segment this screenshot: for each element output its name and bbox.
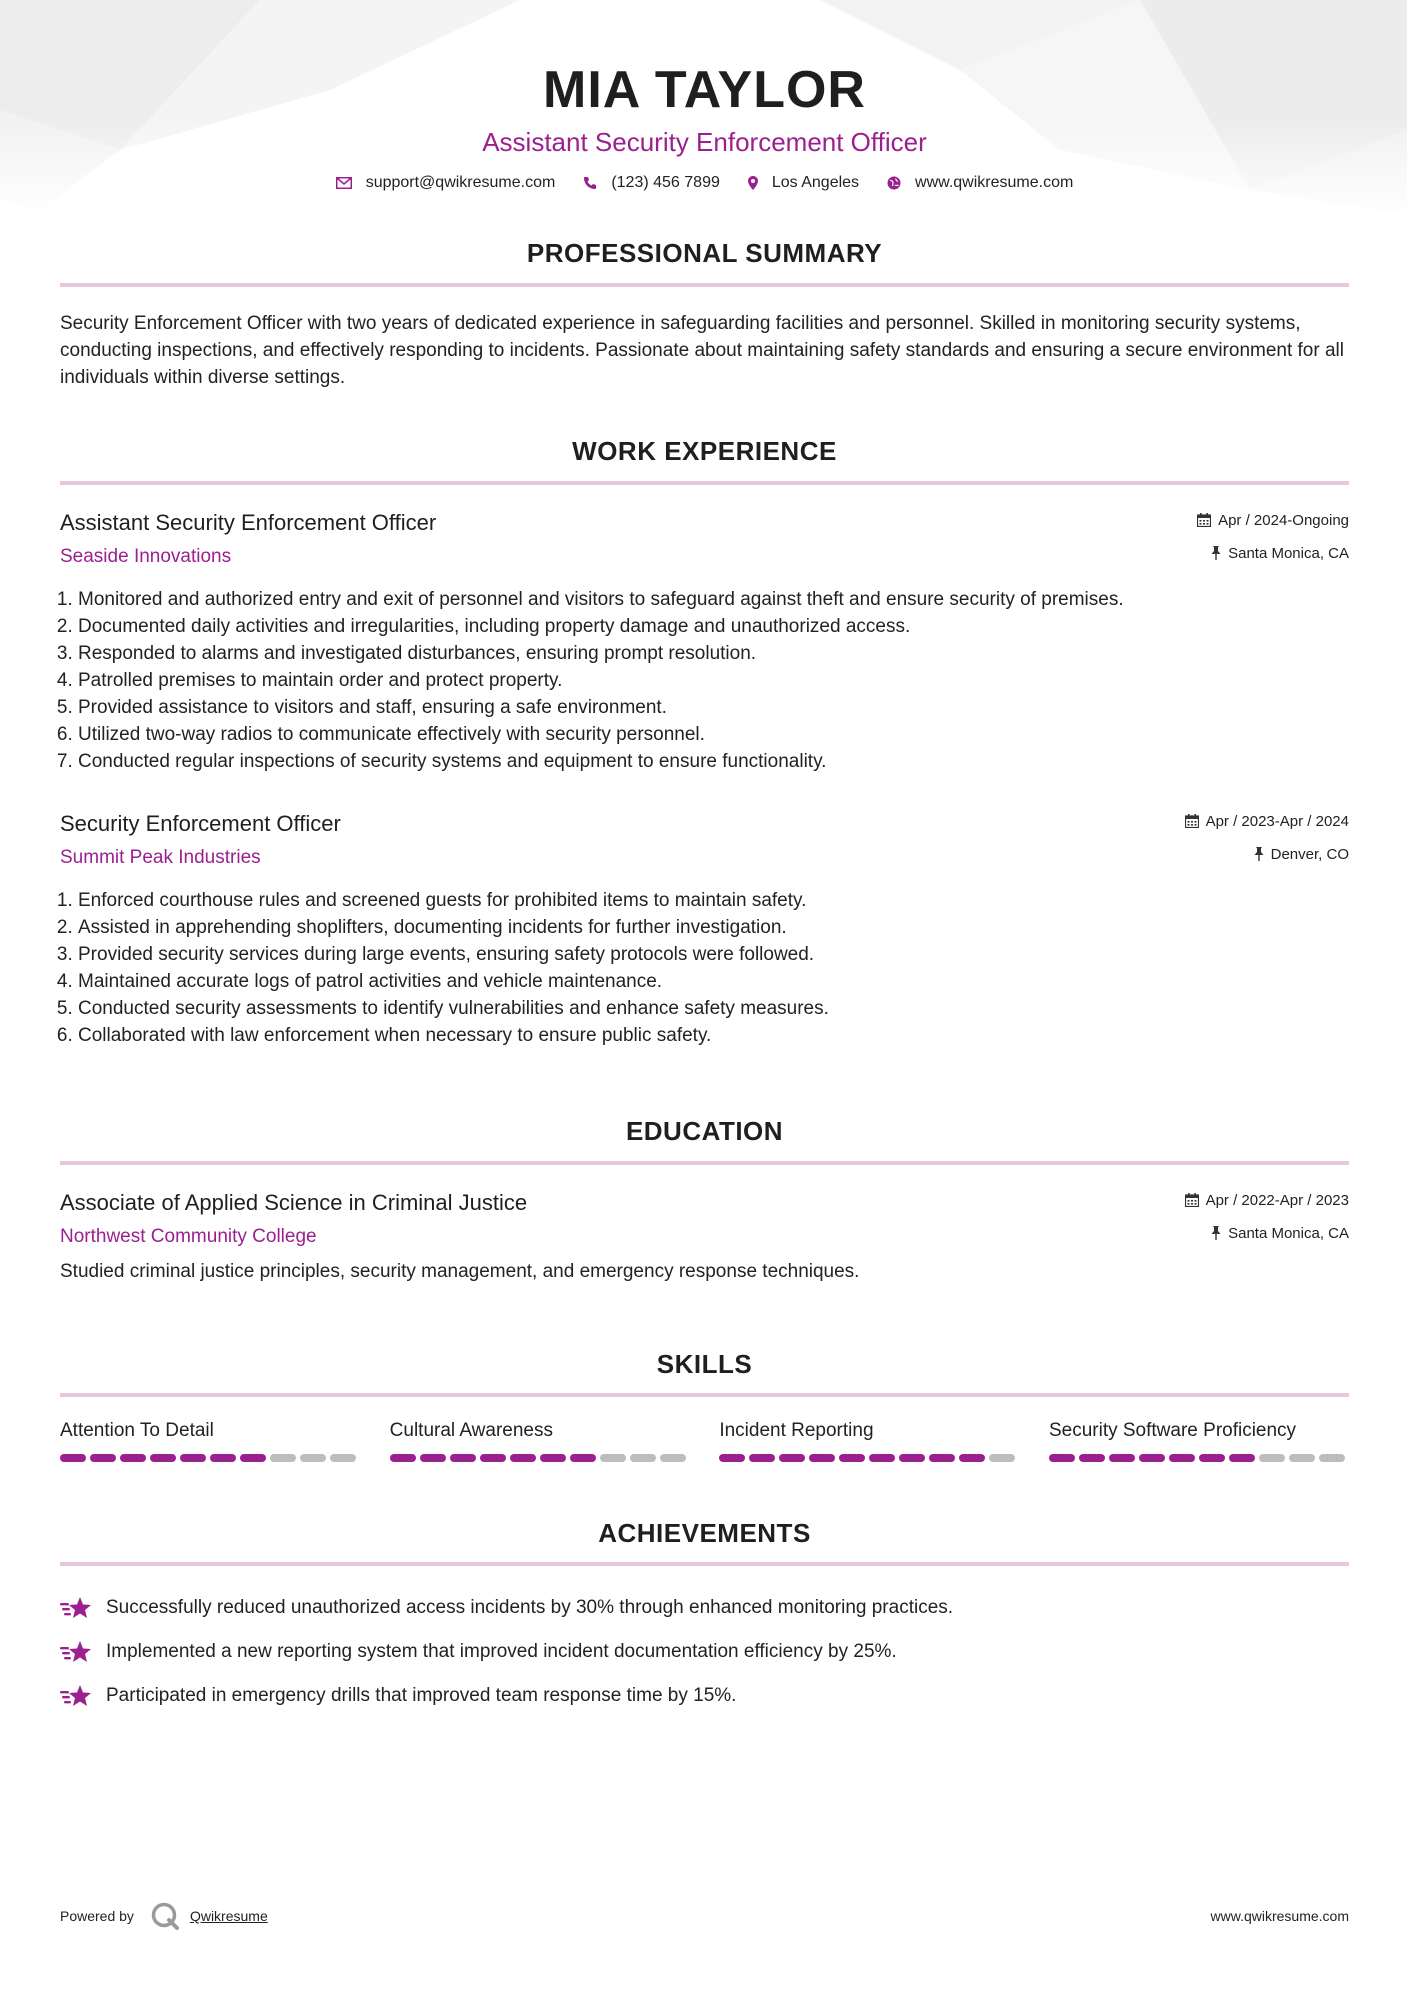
- phone-icon: [583, 176, 597, 190]
- section-divider: [60, 1393, 1349, 1397]
- skill-segment-filled: [1079, 1454, 1105, 1462]
- duty-item: 4. Patrolled premises to maintain order and protect property.: [78, 667, 1349, 694]
- pushpin-icon: [1211, 546, 1221, 560]
- pushpin-icon: [1211, 1226, 1221, 1240]
- job-company: Seaside Innovations: [60, 546, 232, 567]
- footer-branding: [60, 1901, 268, 1931]
- skill-segment-empty: [270, 1454, 296, 1462]
- skill-segment-filled: [180, 1454, 206, 1462]
- globe-icon: [887, 176, 901, 190]
- skill-segment-filled: [60, 1454, 86, 1462]
- duty-item: 1. Enforced courthouse rules and screened guests for prohibited items to maintain safety.: [78, 887, 1349, 914]
- skill-segment-filled: [1199, 1454, 1225, 1462]
- achievement-text: Successfully reduced unauthorized access incidents by 30% through enhanced monitoring practices.: [106, 1597, 954, 1618]
- skill-item: [1049, 1418, 1349, 1462]
- skill-segment-filled: [929, 1454, 955, 1462]
- contact-phone[interactable]: [583, 174, 720, 192]
- calendar-icon: [1185, 814, 1199, 828]
- job-dates-row: [1185, 809, 1349, 833]
- contact-location: [748, 174, 859, 192]
- skill-segment-filled: [1169, 1454, 1195, 1462]
- education-dates: Apr / 2022-Apr / 2023: [1205, 1191, 1349, 1209]
- duty-item: 7. Conducted regular inspections of security systems and equipment to ensure functionality.: [78, 748, 1349, 775]
- skill-name: Incident Reporting: [719, 1420, 874, 1441]
- skill-segment-filled: [779, 1454, 805, 1462]
- skill-name: Attention To Detail: [60, 1420, 214, 1441]
- pushpin-icon: [1254, 847, 1264, 861]
- education-meta: [1185, 1188, 1349, 1254]
- email-text: support@qwikresume.com: [365, 174, 556, 191]
- qwikresume-link[interactable]: Qwikresume: [189, 1908, 268, 1924]
- job-duties: [60, 586, 1349, 775]
- shooting-star-icon: [60, 1683, 94, 1709]
- skill-segment-empty: [1259, 1454, 1285, 1462]
- resume-page: [60, 0, 1349, 1990]
- job-location-row: [1185, 842, 1349, 866]
- skill-segment-filled: [1109, 1454, 1135, 1462]
- job-title: Assistant Security Enforcement Officer: [60, 510, 437, 535]
- duty-item: 5. Conducted security assessments to identify vulnerabilities and enhance safety measures.: [78, 995, 1349, 1022]
- job-location: Santa Monica, CA: [1228, 544, 1349, 562]
- website-text: www.qwikresume.com: [915, 174, 1074, 191]
- skill-segment-empty: [660, 1454, 686, 1462]
- skill-item: [60, 1418, 360, 1462]
- job-duties: [60, 887, 1349, 1049]
- skill-segment-empty: [989, 1454, 1015, 1462]
- section-heading-achievements: ACHIEVEMENTS: [598, 1518, 811, 1548]
- job-title: Security Enforcement Officer: [60, 811, 341, 836]
- envelope-icon: [336, 177, 352, 189]
- duty-item: 3. Responded to alarms and investigated disturbances, ensuring prompt resolution.: [78, 640, 1349, 667]
- skill-segment-filled: [120, 1454, 146, 1462]
- skill-name: Cultural Awareness: [389, 1420, 554, 1441]
- skill-segment-filled: [450, 1454, 476, 1462]
- page-footer: [60, 1896, 1349, 1936]
- skill-level-bar: [719, 1454, 1019, 1462]
- achievements-list: [60, 1586, 1349, 1718]
- duty-item: 5. Provided assistance to visitors and staff, ensuring a safe environment.: [78, 694, 1349, 721]
- calendar-icon: [1185, 1193, 1199, 1207]
- job-dates: Apr / 2024-Ongoing: [1218, 511, 1349, 529]
- section-heading-experience: WORK EXPERIENCE: [572, 436, 837, 466]
- skill-segment-filled: [749, 1454, 775, 1462]
- duty-item: 4. Maintained accurate logs of patrol activities and vehicle maintenance.: [78, 968, 1349, 995]
- skill-segment-filled: [240, 1454, 266, 1462]
- education-dates-row: [1185, 1188, 1349, 1212]
- skill-level-bar: [390, 1454, 690, 1462]
- degree-title: Associate of Applied Science in Criminal Justice: [60, 1190, 528, 1215]
- skill-segment-filled: [480, 1454, 506, 1462]
- school-name: Northwest Community College: [60, 1226, 317, 1247]
- job-dates: Apr / 2023-Apr / 2024: [1205, 812, 1349, 830]
- education-description: Studied criminal justice principles, security management, and emergency response techniques.: [60, 1261, 860, 1282]
- job-entry: [60, 508, 1349, 775]
- duty-item: 1. Monitored and authorized entry and exit of personnel and visitors to safeguard against theft and ensure security of premises.: [78, 586, 1349, 613]
- skill-segment-filled: [809, 1454, 835, 1462]
- skill-segment-empty: [330, 1454, 356, 1462]
- education-location-row: [1185, 1221, 1349, 1245]
- skill-segment-empty: [630, 1454, 656, 1462]
- job-location-row: [1197, 541, 1349, 565]
- skill-segment-filled: [719, 1454, 745, 1462]
- contact-email[interactable]: [336, 174, 556, 192]
- duty-item: 3. Provided security services during large events, ensuring safety protocols were followed.: [78, 941, 1349, 968]
- skill-segment-empty: [600, 1454, 626, 1462]
- duty-item: 6. Utilized two-way radios to communicate effectively with security personnel.: [78, 721, 1349, 748]
- skill-segment-filled: [899, 1454, 925, 1462]
- contact-website[interactable]: [887, 174, 1073, 192]
- skill-segment-filled: [570, 1454, 596, 1462]
- achievement-item: [60, 1674, 1349, 1718]
- skill-segment-filled: [1139, 1454, 1165, 1462]
- skill-segment-filled: [150, 1454, 176, 1462]
- skill-level-bar: [60, 1454, 360, 1462]
- skill-segment-filled: [1229, 1454, 1255, 1462]
- skill-segment-filled: [420, 1454, 446, 1462]
- skill-segment-filled: [210, 1454, 236, 1462]
- section-divider: [60, 481, 1349, 485]
- section-heading-education: EDUCATION: [625, 1116, 784, 1146]
- section-heading-summary: PROFESSIONAL SUMMARY: [526, 238, 883, 268]
- achievement-text: Implemented a new reporting system that improved incident documentation efficiency by 25%.: [106, 1641, 897, 1662]
- skill-segment-filled: [839, 1454, 865, 1462]
- job-entry: [60, 809, 1349, 1049]
- skill-segment-empty: [1319, 1454, 1345, 1462]
- skill-segment-empty: [300, 1454, 326, 1462]
- job-location: Denver, CO: [1270, 845, 1349, 863]
- section-heading-skills: SKILLS: [656, 1349, 753, 1379]
- achievement-item: [60, 1630, 1349, 1674]
- skill-segment-filled: [959, 1454, 985, 1462]
- candidate-name: MIA TAYLOR: [543, 61, 866, 119]
- duty-item: 6. Collaborated with law enforcement when necessary to ensure public safety.: [78, 1022, 1349, 1049]
- shooting-star-icon: [60, 1595, 94, 1621]
- skill-name: Security Software Proficiency: [1048, 1420, 1297, 1441]
- skill-segment-filled: [540, 1454, 566, 1462]
- powered-by-label: Powered by: [60, 1908, 134, 1924]
- resume-header: [60, 58, 1349, 192]
- phone-text: (123) 456 7899: [611, 174, 720, 191]
- location-text: Los Angeles: [771, 174, 860, 191]
- section-divider: [60, 1161, 1349, 1165]
- contact-bar: [60, 174, 1349, 192]
- skill-segment-filled: [869, 1454, 895, 1462]
- skill-segment-filled: [90, 1454, 116, 1462]
- footer-website[interactable]: www.qwikresume.com: [1210, 1908, 1349, 1924]
- job-dates-row: [1197, 508, 1349, 532]
- summary-text: Security Enforcement Officer with two years of dedicated experience in safeguarding facilities and personnel. Skilled in monitoring security systems, conducting inspections, and effectively responding to incidents. Passionate about maintaining safety standards and ensuring a secure environment for all individuals within diverse settings.: [60, 313, 1344, 388]
- qwikresume-logo-icon: [150, 1901, 180, 1931]
- skill-segment-filled: [1049, 1454, 1075, 1462]
- job-meta: [1197, 508, 1349, 574]
- skill-item: [719, 1418, 1019, 1462]
- job-meta: [1185, 809, 1349, 875]
- skill-item: [390, 1418, 690, 1462]
- achievement-text: Participated in emergency drills that improved team response time by 15%.: [106, 1685, 737, 1706]
- skill-segment-filled: [510, 1454, 536, 1462]
- job-company: Summit Peak Industries: [60, 847, 261, 868]
- section-divider: [60, 1562, 1349, 1566]
- education-entry: [60, 1188, 1349, 1285]
- skill-segment-filled: [390, 1454, 416, 1462]
- shooting-star-icon: [60, 1639, 94, 1665]
- skill-level-bar: [1049, 1454, 1349, 1462]
- duty-item: 2. Documented daily activities and irregularities, including property damage and unauthorized access.: [78, 613, 1349, 640]
- candidate-title: Assistant Security Enforcement Officer: [482, 127, 927, 157]
- skill-segment-empty: [1289, 1454, 1315, 1462]
- skills-grid: [60, 1418, 1349, 1462]
- achievement-item: [60, 1586, 1349, 1630]
- section-divider: [60, 283, 1349, 287]
- map-marker-icon: [748, 176, 758, 190]
- calendar-icon: [1197, 513, 1211, 527]
- duty-item: 2. Assisted in apprehending shoplifters, documenting incidents for further investigation.: [78, 914, 1349, 941]
- education-location: Santa Monica, CA: [1228, 1224, 1349, 1242]
